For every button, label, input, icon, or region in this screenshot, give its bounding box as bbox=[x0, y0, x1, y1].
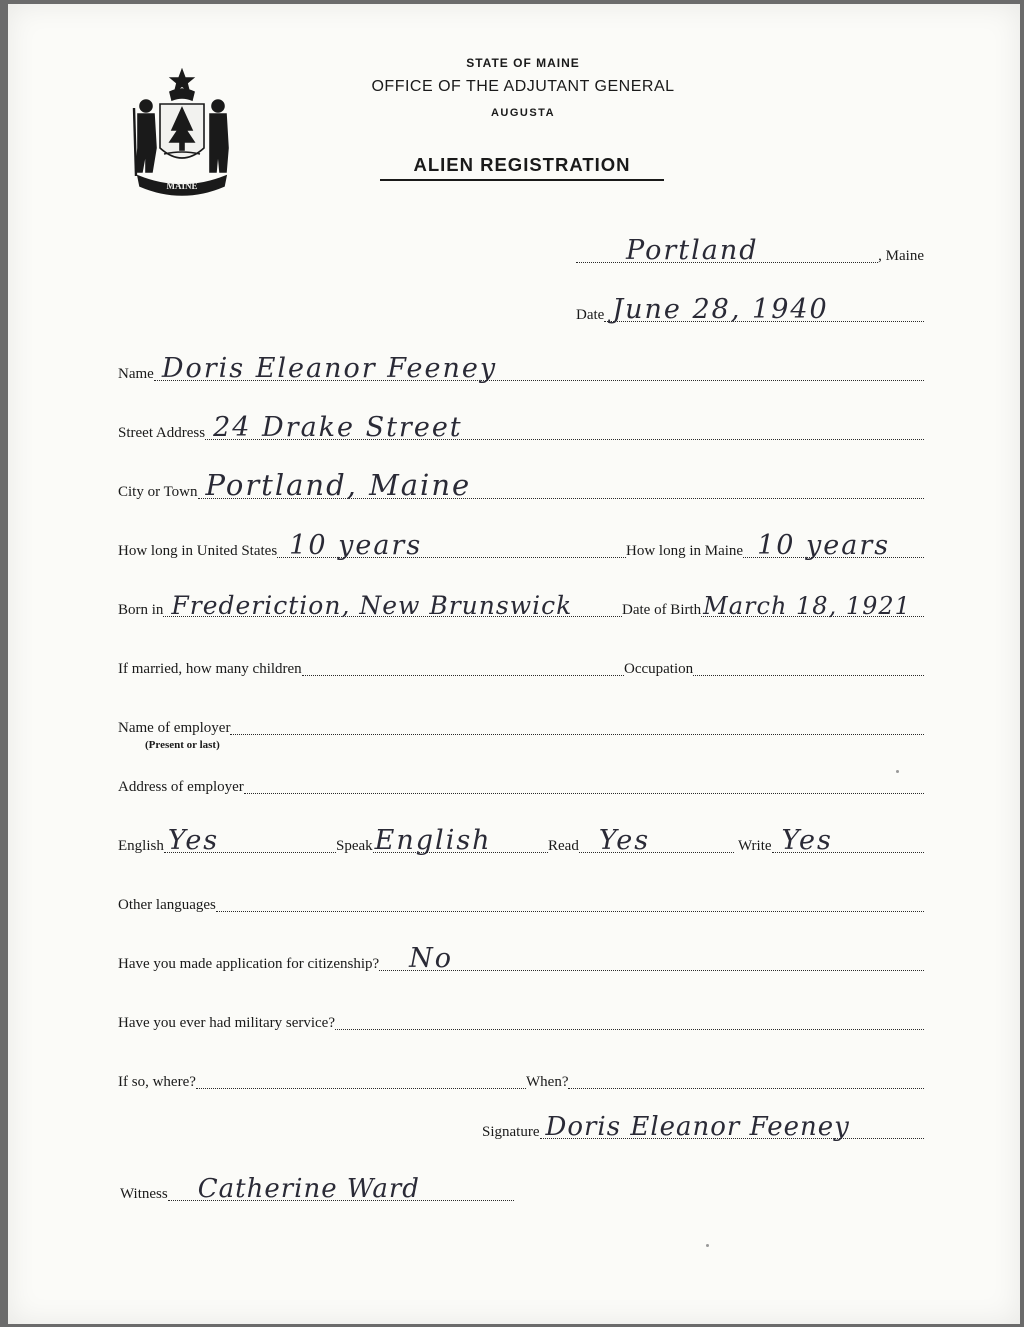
how-long-maine-label: How long in Maine bbox=[626, 543, 744, 559]
header-state: STATE OF MAINE bbox=[466, 56, 580, 70]
occupation-label: Occupation bbox=[624, 661, 694, 677]
other-languages-field[interactable] bbox=[118, 887, 924, 915]
city-label: City or Town bbox=[118, 484, 198, 500]
date-field[interactable] bbox=[576, 294, 924, 325]
citizenship-value: No bbox=[409, 943, 454, 974]
employer-name-label: Name of employer bbox=[118, 720, 231, 736]
when-label: When? bbox=[526, 1074, 569, 1090]
military-field[interactable] bbox=[118, 1005, 924, 1033]
where-field[interactable] bbox=[118, 1064, 526, 1092]
write-label: Write bbox=[738, 838, 772, 854]
date-of-birth-value: March 18, 1921 bbox=[703, 592, 911, 620]
seal-ribbon-text: MAINE bbox=[166, 181, 198, 191]
write-field[interactable] bbox=[734, 825, 924, 856]
date-of-birth-label: Date of Birth bbox=[622, 602, 702, 618]
street-address-label: Street Address bbox=[118, 425, 206, 441]
street-address-field[interactable] bbox=[118, 412, 924, 443]
children-field[interactable] bbox=[118, 651, 624, 679]
date-value: June 28, 1940 bbox=[612, 294, 829, 325]
name-value: Doris Eleanor Feeney bbox=[161, 353, 498, 384]
town-suffix: , Maine bbox=[878, 248, 924, 264]
speak-label: Speak bbox=[336, 838, 373, 854]
when-field[interactable] bbox=[526, 1064, 924, 1092]
state-seal-icon bbox=[126, 68, 238, 196]
witness-field[interactable] bbox=[120, 1176, 514, 1204]
city-field[interactable] bbox=[118, 468, 924, 502]
signature-field[interactable] bbox=[482, 1114, 924, 1142]
employer-address-label: Address of employer bbox=[118, 779, 244, 795]
english-label: English bbox=[118, 838, 164, 854]
header-office: OFFICE OF THE ADJUTANT GENERAL bbox=[371, 78, 675, 95]
form-title: ALIEN REGISTRATION bbox=[380, 154, 664, 181]
write-value: Yes bbox=[781, 825, 833, 856]
witness-label: Witness bbox=[120, 1186, 168, 1202]
how-long-us-value: 10 years bbox=[289, 530, 423, 561]
town-field[interactable] bbox=[576, 235, 924, 266]
citizenship-label: Have you made application for citizenship? bbox=[118, 956, 380, 972]
witness-value: Catherine Ward bbox=[197, 1174, 420, 1204]
born-in-label: Born in bbox=[118, 602, 164, 618]
name-field[interactable] bbox=[118, 353, 924, 384]
english-field[interactable] bbox=[118, 825, 336, 856]
date-label: Date bbox=[576, 307, 605, 323]
children-label: If married, how many children bbox=[118, 661, 302, 677]
read-field[interactable] bbox=[548, 825, 734, 856]
city-value: Portland, Maine bbox=[205, 468, 472, 502]
how-long-us-field[interactable] bbox=[118, 530, 626, 561]
how-long-us-label: How long in United States bbox=[118, 543, 278, 559]
paper-speck bbox=[706, 1244, 709, 1247]
english-value: Yes bbox=[167, 825, 220, 856]
read-label: Read bbox=[548, 838, 579, 854]
where-label: If so, where? bbox=[118, 1074, 196, 1090]
military-label: Have you ever had military service? bbox=[118, 1015, 335, 1031]
occupation-field[interactable] bbox=[624, 651, 924, 679]
employer-name-field[interactable] bbox=[118, 710, 924, 751]
how-long-maine-value: 10 years bbox=[757, 530, 891, 561]
signature-value: Doris Eleanor Feeney bbox=[545, 1112, 850, 1142]
registration-form-page bbox=[8, 4, 1020, 1324]
born-in-value: Frederiction, New Brunswick bbox=[171, 591, 573, 620]
speak-field[interactable] bbox=[336, 825, 548, 856]
citizenship-field[interactable] bbox=[118, 943, 924, 974]
date-of-birth-field[interactable] bbox=[622, 592, 924, 620]
header-city: AUGUSTA bbox=[490, 107, 556, 119]
read-value: Yes bbox=[598, 825, 651, 856]
street-address-value: 24 Drake Street bbox=[213, 412, 463, 443]
born-in-field[interactable] bbox=[118, 592, 622, 620]
employer-address-field[interactable] bbox=[118, 769, 924, 797]
name-label: Name bbox=[118, 366, 154, 382]
signature-label: Signature bbox=[482, 1124, 540, 1140]
employer-name-sublabel: (Present or last) bbox=[145, 739, 220, 751]
speak-value: English bbox=[374, 825, 492, 856]
other-languages-label: Other languages bbox=[118, 897, 216, 913]
paper-speck bbox=[896, 770, 899, 773]
town-value: Portland bbox=[626, 235, 759, 266]
how-long-maine-field[interactable] bbox=[626, 530, 924, 561]
